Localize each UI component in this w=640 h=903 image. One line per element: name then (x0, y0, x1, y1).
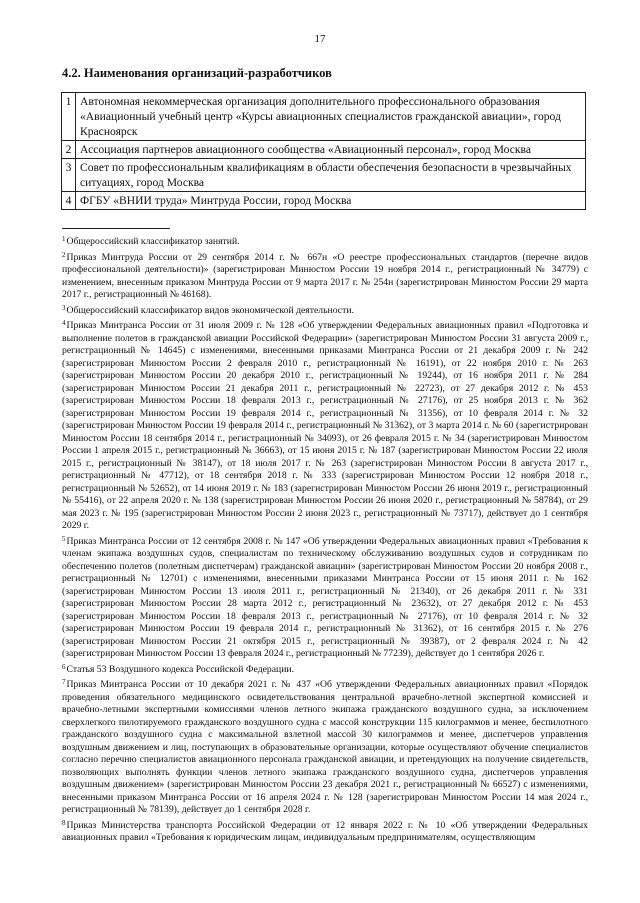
footnote-number: 6 (62, 662, 66, 671)
footnote (62, 317, 588, 533)
organization-name: Ассоциация партнеров авиационного сообщества «Авиационный персонал», город Москва (76, 141, 586, 159)
table-row (62, 141, 586, 159)
footnote (62, 249, 588, 302)
organization-name: Автономная некоммерческая организация дополнительного профессионального образования «Авиационный учебный центр «Курсы авиационных специалистов гражданской авиации», город Красноярск (76, 93, 586, 141)
organizations-table (61, 92, 586, 210)
footnote-number: 4 (62, 319, 66, 327)
row-number: 2 (62, 141, 76, 159)
footnote-number: 1 (62, 235, 66, 243)
row-number: 4 (62, 192, 76, 210)
row-number: 1 (62, 93, 76, 141)
footnote (62, 661, 588, 677)
organization-name: Совет по профессиональным квалификациям в области обеспечения безопасности в чрезвычайных ситуациях, город Москва (76, 159, 586, 192)
footnotes (62, 233, 588, 845)
footnote-number: 2 (62, 250, 66, 259)
footnote-number: 5 (62, 534, 66, 543)
footnote-separator (62, 228, 170, 229)
row-number: 3 (62, 159, 76, 192)
page-number: 17 (314, 33, 326, 45)
footnote (62, 676, 588, 817)
table-row (62, 159, 586, 192)
footnote-text: Приказ Минтранса России от 31 июля 2009 г. № 128 «Об утверждении Федеральных авиационных правил «Подготовка и выполнение полетов в гражданской авиации Российской Федерации» (зарегистрирован Минюстом России 31 августа 2009 г., регистрационный № 14645) с изменениями, внесенными приказами Минтранса России от 21 декабря 2009 г. № 242 (зарегистрирован Минюстом России 2 февраля 2010 г., регистрационный № 16191), от 22 ноября 2010 г. № 263 (зарегистрирован Минюстом России 20 декабря 2010 г., регистрационный № 19244), от 16 ноября 2011 г. № 284 (зарегистрирован Минюстом России 21 декабря 2011 г., регистрационный № 22723), от 27 декабря 2012 г. № 453 (зарегистрирован Минюстом России 18 февраля 2013 г., регистрационный № 27176), от 25 ноября 2013 г. № 362 (зарегистрирован Минюстом России 19 февраля 2014 г., регистрационный № 31356), от 10 февраля 2014 г. № 32 (зарегистрирован Минюстом России 19 февраля 2014 г., регистрационный № 31362), от 3 марта 2014 г. № 60 (зарегистрирован Минюстом России 18 сентября 2014 г., регистрационный № 34093), от 26 февраля 2015 г. № 34 (зарегистрирован Минюстом России 1 апреля 2015 г., регистрационный № 36663), от 15 июня 2015 г. № 187 (зарегистрирован Минюстом России 22 июля 2015 г., регистрационный № 38147), от 18 июля 2017 г. № 263 (зарегистрирован Минюстом России 8 августа 2017 г., регистрационный № 47712), от 18 сентября 2018 г. № 333 (зарегистрирован Минюстом России 12 ноября 2018 г., регистрационный № 52652), от 14 июня 2019 г. № 183 (зарегистрирован Минюстом России 26 июня 2019 г., регистрационный № 55416), от 22 апреля 2020 г. № 138 (зарегистрирован Минюстом России 26 июня 2020 г., регистрационный № 58784), от 29 мая 2023 г. № 195 (зарегистрирован Минюстом России 2 июня 2023 г., регистрационный № 73717), действует до 1 сентября 2029 г. (62, 320, 588, 531)
footnote (62, 233, 588, 249)
footnote-text: Статья 53 Воздушного кодекса Российской Федерации. (66, 663, 295, 675)
footnote-text: Общероссийский классификатор видов экономической деятельности. (66, 304, 354, 316)
footnote (62, 302, 588, 318)
footnote-number: 3 (62, 303, 66, 312)
section-heading: 4.2. Наименования организаций-разработчиков (62, 66, 332, 80)
footnote-number: 7 (62, 678, 66, 686)
footnote-text: Приказ Минтранса России от 10 декабря 2021 г. № 437 «Об утверждении Федеральных авиационных правил «Порядок проведения обязательного медицинского освидетельствования центральной врачебно-летной экспертной комиссией и врачебно-летными экспертными комиссиями членов летного экипажа гражданского воздушного судна, за исключением сверхлегкого пилотируемого гражданского воздушного судна с массой конструкции 115 килограммов и менее, беспилотного гражданского воздушного судна с максимальной взлетной массой 30 килограммов и менее, диспетчеров управления воздушным движением и лиц, поступающих в образовательные организации, которые осуществляют обучение специалистов согласно перечню специалистов авиационного персонала гражданской авиации, и претендующих на получение свидетельств, позволяющих выполнять функции членов летного экипажа гражданского воздушного судна, диспетчеров управления воздушным движением» (зарегистрирован Минюстом России 23 декабря 2021 г., регистрационный № 66527) с изменениями, внесенными приказом Минтранса России от 16 апреля 2024 г. № 128 (зарегистрирован Минюстом России 14 мая 2024 г., регистрационный № 78139), действует до 1 сентября 2028 г. (62, 679, 588, 815)
organization-name: ФГБУ «ВНИИ труда» Минтруда России, город Москва (76, 192, 586, 210)
footnote-text: Приказ Минтранса России от 12 сентября 2008 г. № 147 «Об утверждении Федеральных авиационных правил «Требования к членам экипажа воздушных судов, специалистам по техническому обслуживанию воздушных судов и сотрудникам по обеспечению полетов (полетным диспетчерам) гражданской авиации» (зарегистрирован Минюстом России 20 ноября 2008 г., регистрационный № 12701) с изменениями, внесенными приказами Минтранса России от 15 июня 2011 г. № 162 (зарегистрирован Минюстом России 13 июля 2011 г., регистрационный № 21340), от 26 декабря 2011 г. № 331 (зарегистрирован Минюстом России 28 марта 2012 г., регистрационный № 23632), от 27 декабря 2012 г. № 453 (зарегистрирован Минюстом России 18 февраля 2013 г., регистрационный № 27176), от 10 февраля 2014 г. № 32 (зарегистрирован Минюстом России 19 февраля 2014 г., регистрационный № 31362), от 16 сентября 2015 г. № 276 (зарегистрирован Минюстом России 21 октября 2015 г., регистрационный № 39387), от 2 февраля 2024 г. № 42 (зарегистрирован Минюстом России 13 февраля 2024 г., регистрационный № 77239), действует до 1 сентября 2026 г. (62, 535, 588, 659)
footnote-text: Общероссийский классификатор занятий. (66, 236, 240, 247)
table-row (62, 93, 586, 141)
footnote (62, 817, 588, 845)
table-row (62, 192, 586, 210)
footnote (62, 533, 588, 661)
footnote-number: 8 (62, 818, 66, 827)
footnote-text: Приказ Минтруда России от 29 сентября 2014 г. № 667н «О реестре профессиональных стандартов (перечне видов профессиональной деятельности)» (зарегистрирован Минюстом России 19 ноября 2014 г., регистрационный № 34779) с изменением, внесенным приказом Минтруда России от 9 марта 2017 г. № 254н (зарегистрирован Минюстом России 29 марта 2017 г., регистрационный № 46168). (62, 251, 588, 300)
footnote-text: Приказ Министерства транспорта Российской Федерации от 12 января 2022 г. № 10 «Об утверждении Федеральных авиационных правил «Требования к юридическим лицам, индивидуальным предпринимателям, осуществляющим (62, 819, 588, 843)
